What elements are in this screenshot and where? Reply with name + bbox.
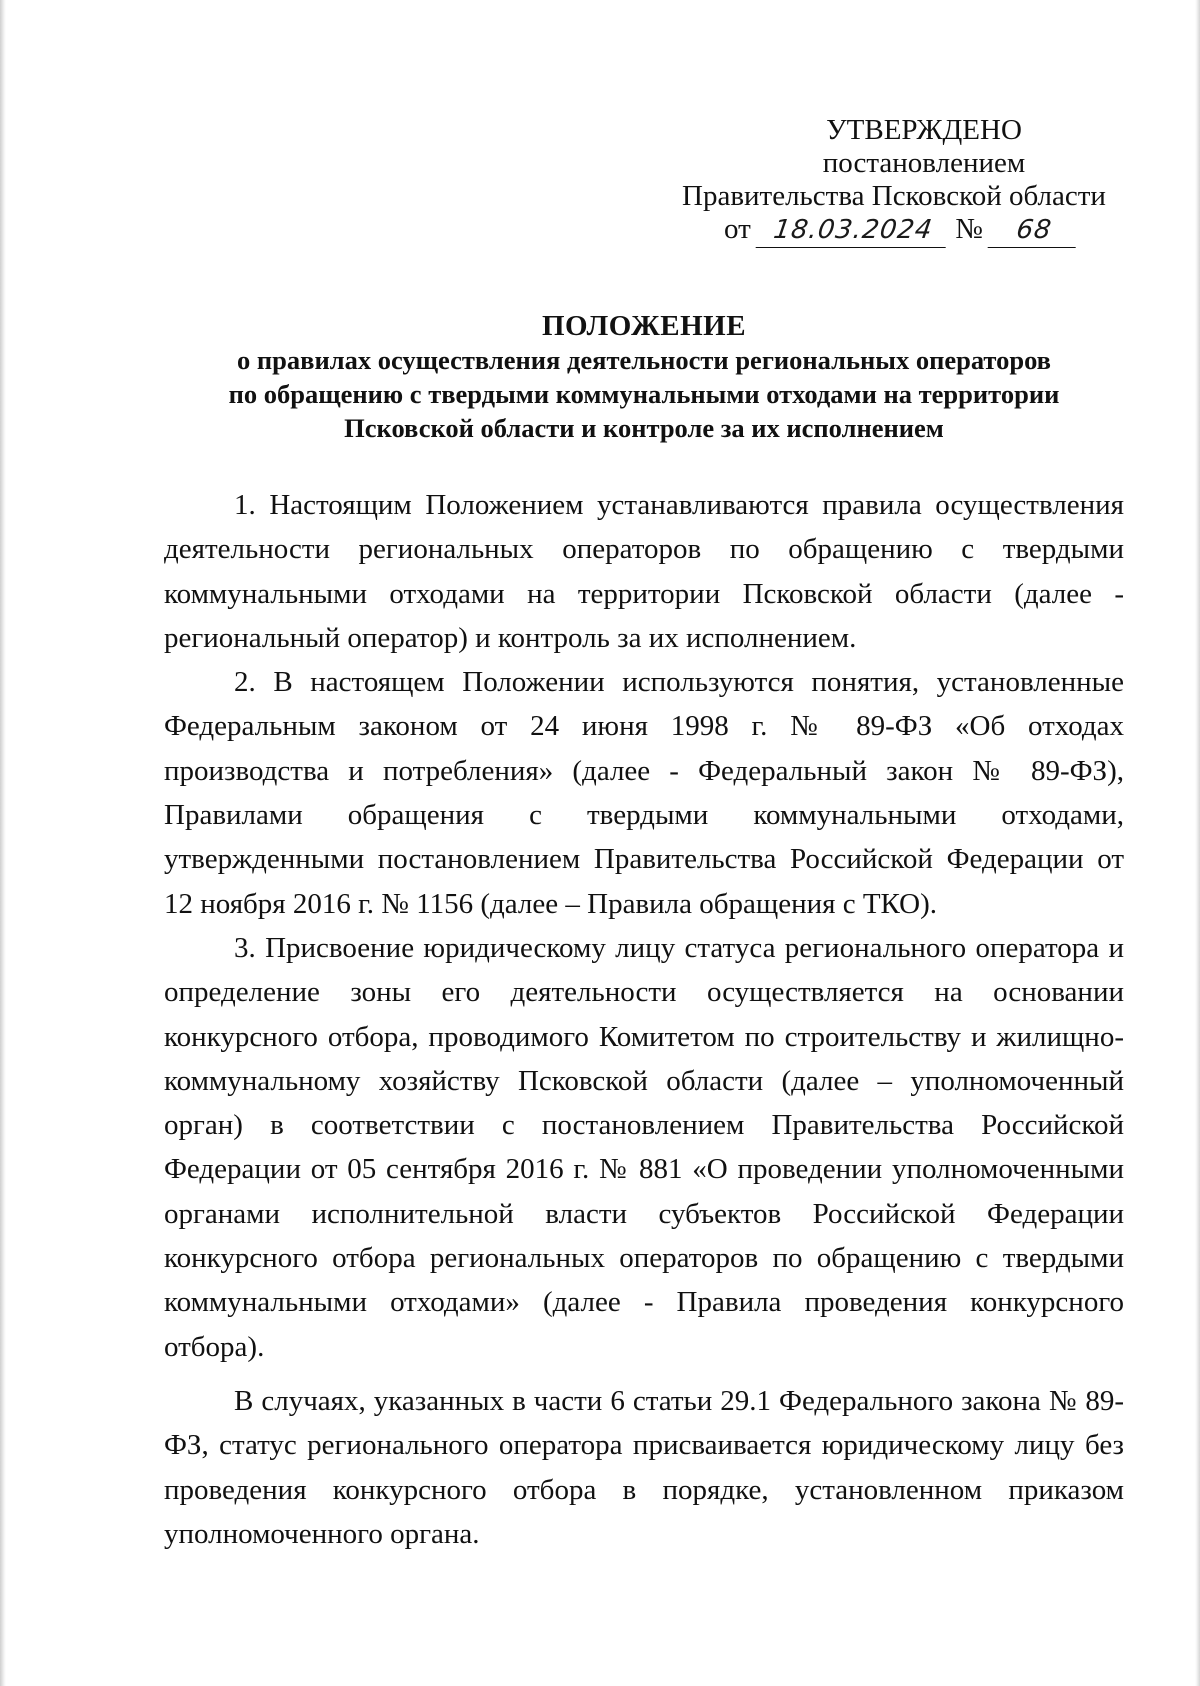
title-subtitle-line: по обращению с твердыми коммунальными отходами на территории (228, 379, 1060, 409)
title-subtitle-line: о правилах осуществления деятельности региональных операторов (237, 345, 1051, 375)
paragraph-2: 2. В настоящем Положении используются понятия, установленные Федеральным законом от 24 июня 1998 г. № 89-ФЗ «Об отходах производства и потребления» (далее - Федеральный закон № 89-ФЗ), Правилами обращения с твердыми коммунальными отходами, утвержденными постановлением Правительства Российской Федерации от 12 ноября 2016 г. № 1156 (далее – Правила обращения с ТКО). (164, 666, 1124, 920)
paragraph-1: 1. Настоящим Положением устанавливаются правила осуществления деятельности региональных операторов по обращению с твердыми коммунальными отходами на территории Псковской области (далее - региональный оператор) и контроль за их исполнением. (164, 489, 1124, 654)
approval-date-line (684, 213, 1124, 248)
scan-edge-left (0, 0, 6, 1686)
handwritten-date: 18.03.2024 (756, 214, 951, 248)
approved-by-line: постановлением (822, 147, 1026, 179)
number-label: № (955, 213, 983, 245)
title-subtitle-line: Псковской области и контроле за их исполнением (344, 413, 944, 443)
date-prefix: от (724, 213, 751, 245)
document-title (164, 309, 1124, 445)
scan-edge-right (1195, 0, 1200, 1686)
approval-block (684, 114, 1124, 248)
document-body (164, 483, 1124, 1556)
approved-label: УТВЕРЖДЕНО (826, 114, 1022, 146)
paragraph-4: В случаях, указанных в части 6 статьи 29.1 Федерального закона № 89-ФЗ, статус регионального оператора присваивается юридическому лицу без проведения конкурсного отбора в порядке, установленном приказом уполномоченного органа. (164, 1384, 1124, 1550)
handwritten-number: 68 (988, 214, 1081, 248)
title-heading: ПОЛОЖЕНИЕ (541, 310, 747, 342)
paragraph-3: 3. Присвоение юридическому лицу статуса регионального оператора и определение зоны его деятельности осуществляется на основании конкурсного отбора, проводимого Комитетом по строительству и жилищно-коммунальному хозяйству Псковской области (далее – уполномоченный орган) в соответствии с постановлением Правительства Российской Федерации от 05 сентября 2016 г. № 881 «О проведении уполномоченными органами исполнительной власти субъектов Российской Федерации конкурсного отбора региональных операторов по обращению с твердыми коммунальными отходами» (далее - Правила проведения конкурсного отбора). (164, 931, 1124, 1363)
approving-authority: Правительства Псковской области (682, 180, 1106, 212)
